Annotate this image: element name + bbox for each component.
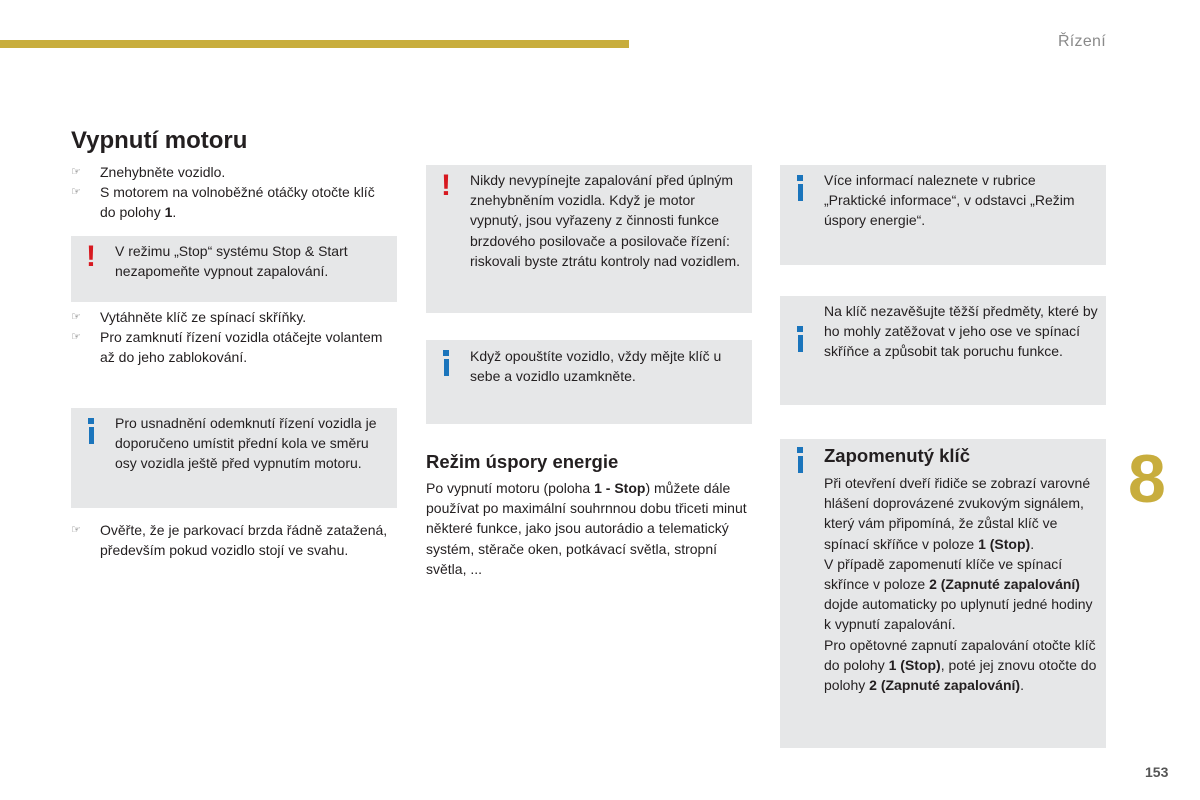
header-accent-bar	[0, 40, 629, 48]
list-item: ☞ S motorem na volnoběžné otáčky otočte klíč do polohy 1.	[71, 182, 391, 222]
info-text: Pro usnadnění odemknutí řízení vozidla je doporučeno umístit přední kola ve směru osy vozidla ještě před vypnutím motoru.	[115, 415, 377, 472]
warning-exclamation-icon: !	[86, 240, 96, 273]
info-icon	[795, 175, 805, 201]
info-icon	[441, 350, 451, 376]
warning-box-stop-start	[71, 236, 397, 302]
info-icon	[86, 418, 96, 444]
list-item: ☞ Ověřte, že je parkovací brzda řádně zatažená, především pokud vozidlo stojí ve svahu.	[71, 520, 391, 560]
heading-rezim-uspory: Režim úspory energie	[426, 451, 619, 472]
section-title: Řízení	[1057, 33, 1106, 50]
warning-exclamation-icon: !	[441, 169, 451, 202]
info-box-key-weight	[780, 296, 1106, 405]
warning-text: V režimu „Stop“ systému Stop & Start nezapomeňte vypnout zapalování.	[115, 243, 348, 280]
warning-text: Nikdy nevypínejte zapalování před úplným znehybněním vozidla. Když je motor vypnutý, jsou vyřazeny z činnosti funkce brzdového posilovače a posilovače řízení: riskovali byste ztrátu kontroly nad vozidlem.	[470, 172, 740, 269]
energy-saving-paragraph: Po vypnutí motoru (poloha 1 - Stop) můžete dále používat po maximální souhrnnou dobu třiceti minut některé funkce, jako jsou autorádio a telematický systém, stěrače oken, potkávací světla, stropní světla, ...	[426, 480, 747, 577]
list-item: ☞ Pro zamknutí řízení vozidla otáčejte volantem až do jeho zablokování.	[71, 327, 391, 367]
info-box-steering-unlock	[71, 408, 397, 508]
info-icon	[795, 326, 805, 352]
chapter-number: 8	[1128, 441, 1166, 517]
info-box-more-info	[780, 165, 1106, 265]
list-item: ☞ Vytáhněte klíč ze spínací skříňky.	[71, 307, 391, 327]
info-text: Když opouštíte vozidlo, vždy mějte klíč u sebe a vozidlo uzamkněte.	[470, 348, 722, 385]
heading-vypnuti-motoru: Vypnutí motoru	[71, 127, 248, 154]
steps-list-c	[71, 520, 391, 560]
info-icon	[795, 447, 805, 473]
warning-box-ignition	[426, 165, 752, 313]
steps-list-a	[71, 162, 391, 223]
info-box-forgotten-key	[780, 439, 1106, 748]
info-box-leave-vehicle	[426, 340, 752, 424]
forgotten-key-text: Při otevření dveří řidiče se zobrazí varovné hlášení doprovázené zvukovým signálem, který vám připomíná, že zůstal klíč ve spínací skříňce v poloze 1 (Stop). V případě zapomenutí klíče ve spínací skřínce v poloze 2 (Zapnuté zapalování) dojde automaticky po uplynutí jedné hodiny k vypnutí zapalování. Pro opětovné zapnutí zapalování otočte klíč do polohy 1 (Stop), poté jej znovu otočte do polohy 2 (Zapnuté zapalování).	[824, 475, 1097, 694]
page-number: 153	[1145, 764, 1169, 780]
steps-list-b	[71, 307, 391, 368]
forgotten-key-title: Zapomenutý klíč	[824, 445, 970, 466]
info-text: Na klíč nezavěšujte těžší předměty, které by ho mohly zatěžovat v jeho ose ve spínací skříňce a způsobit tak poruchu funkce.	[824, 303, 1098, 360]
list-item: ☞ Znehybněte vozidlo.	[71, 162, 391, 182]
info-text: Více informací naleznete v rubrice „Praktické informace“, v odstavci „Režim úspory energie“.	[824, 172, 1075, 229]
